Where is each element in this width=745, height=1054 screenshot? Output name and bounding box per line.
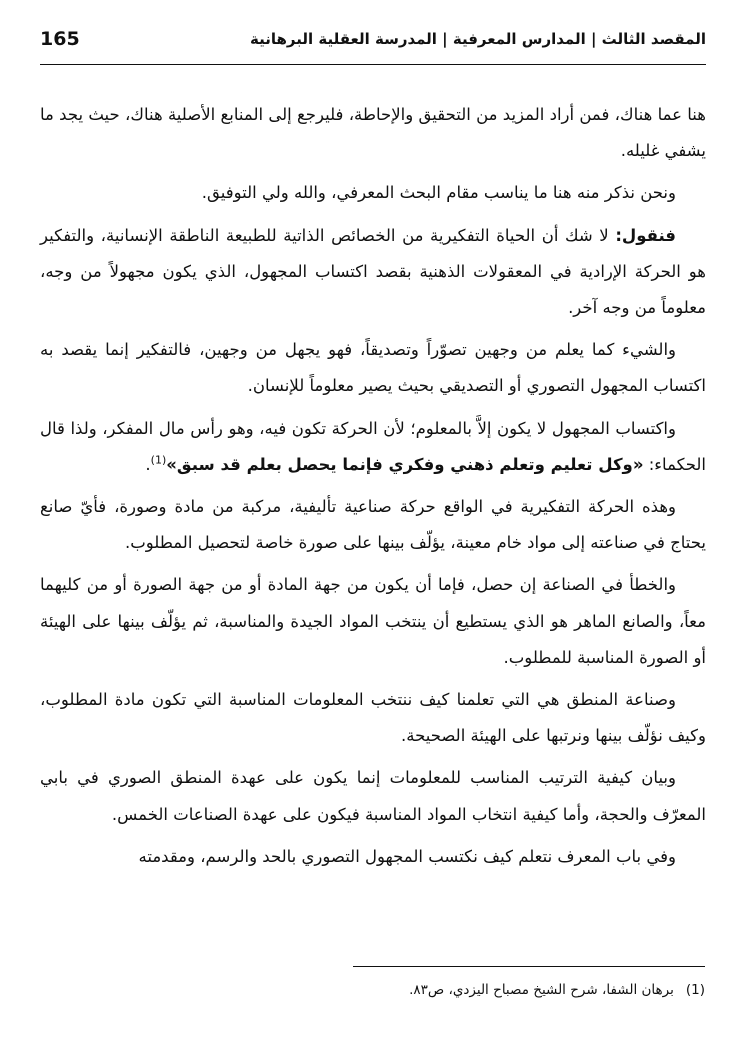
paragraph-3	[40, 218, 706, 327]
paragraph-8: وصناعة المنطق هي التي تعلمنا كيف ننتخب المعلومات المناسبة التي تكون مادة المطلوب، وكيف نؤلّف بينها ونرتبها على الهيئة الصحيحة.	[40, 690, 706, 746]
paragraph-6: وهذه الحركة التفكيرية في الواقع حركة صناعية تأليفية، مركبة من مادة وصورة، فأيّ صانع يحتاج في صناعته إلى مواد خام معينة، يؤلّف بينها على صورة خاصة لتحصيل المطلوب.	[40, 497, 706, 553]
footnote-number: (1)	[685, 982, 705, 998]
paragraph-1: هنا عما هناك، فمن أراد المزيد من التحقيق والإحاطة، فليرجع إلى المنابع الأصلية هناك، حيث يجد ما يشفي غليله.	[40, 105, 706, 161]
paragraph-9: وبيان كيفية الترتيب المناسب للمعلومات إنما يكون على عهدة المنطق الصوري في بابي المعرّف والحجة، وأما كيفية انتخاب المواد المناسبة فيكون على عهدة الصناعات الخمس.	[40, 768, 706, 824]
header-divider	[40, 64, 706, 65]
footnote-text: برهان الشفا، شرح الشيخ مصباح اليزدي، ص٨٣.	[409, 982, 674, 998]
footnote	[39, 980, 705, 1000]
paragraph-2: ونحن نذكر منه هنا ما يناسب مقام البحث المعرفي، والله ولي التوفيق.	[201, 183, 676, 203]
quotation: «وكل تعليم وتعلم ذهني وفكري فإنما يحصل بعلم قد سبق»	[166, 454, 644, 474]
paragraph-5-end: .	[145, 454, 151, 474]
paragraph-3-lead: فنقول:	[615, 225, 676, 245]
paragraph-7: والخطأ في الصناعة إن حصل، فإما أن يكون من جهة المادة أو من جهة الصورة أو من كليهما معاً، والصانع الماهر هو الذي يستطيع أن ينتخب المواد الجيدة والمناسبة، ثم يؤلّف بينها على الهيئة أو الصورة المناسبة للمطلوب.	[40, 575, 706, 667]
paragraph-5-text: واكتساب المجهول لا يكون إلاَّ بالمعلوم؛ لأن الحركة تكون فيه، وهو رأس مال المفكر، ولذا قال الحكماء:	[40, 418, 706, 474]
page-header	[40, 26, 706, 66]
page-number: 165	[40, 28, 80, 50]
footnote-reference[interactable]: (1)	[150, 453, 167, 467]
paragraph-10: وفي باب المعرف نتعلم كيف نكتسب المجهول التصوري بالحد والرسم، ومقدمته	[138, 846, 676, 866]
main-text	[40, 97, 706, 881]
running-title: المقصد الثالث | المدارس المعرفية | المدرسة العقلية البرهانية	[250, 30, 706, 48]
paragraph-3-text: لا شك أن الحياة التفكيرية من الخصائص الذاتية للطبيعة الناطقة الإنسانية، والتفكير هو الحركة الإرادية في المعقولات الذهنية بقصد اكتساب المجهول، الذي يكون مجهولاً من وجه، معلوماً من وجه آخر.	[40, 225, 706, 318]
footnote-divider	[353, 966, 705, 967]
paragraph-4: والشيء كما يعلم من وجهين تصوّراً وتصديقاً، فهو يجهل من وجهين، فالتفكير إنما يقصد به اكتساب المجهول التصوري أو التصديقي بحيث يصير معلوماً للإنسان.	[40, 340, 706, 396]
paragraph-5	[40, 411, 706, 483]
